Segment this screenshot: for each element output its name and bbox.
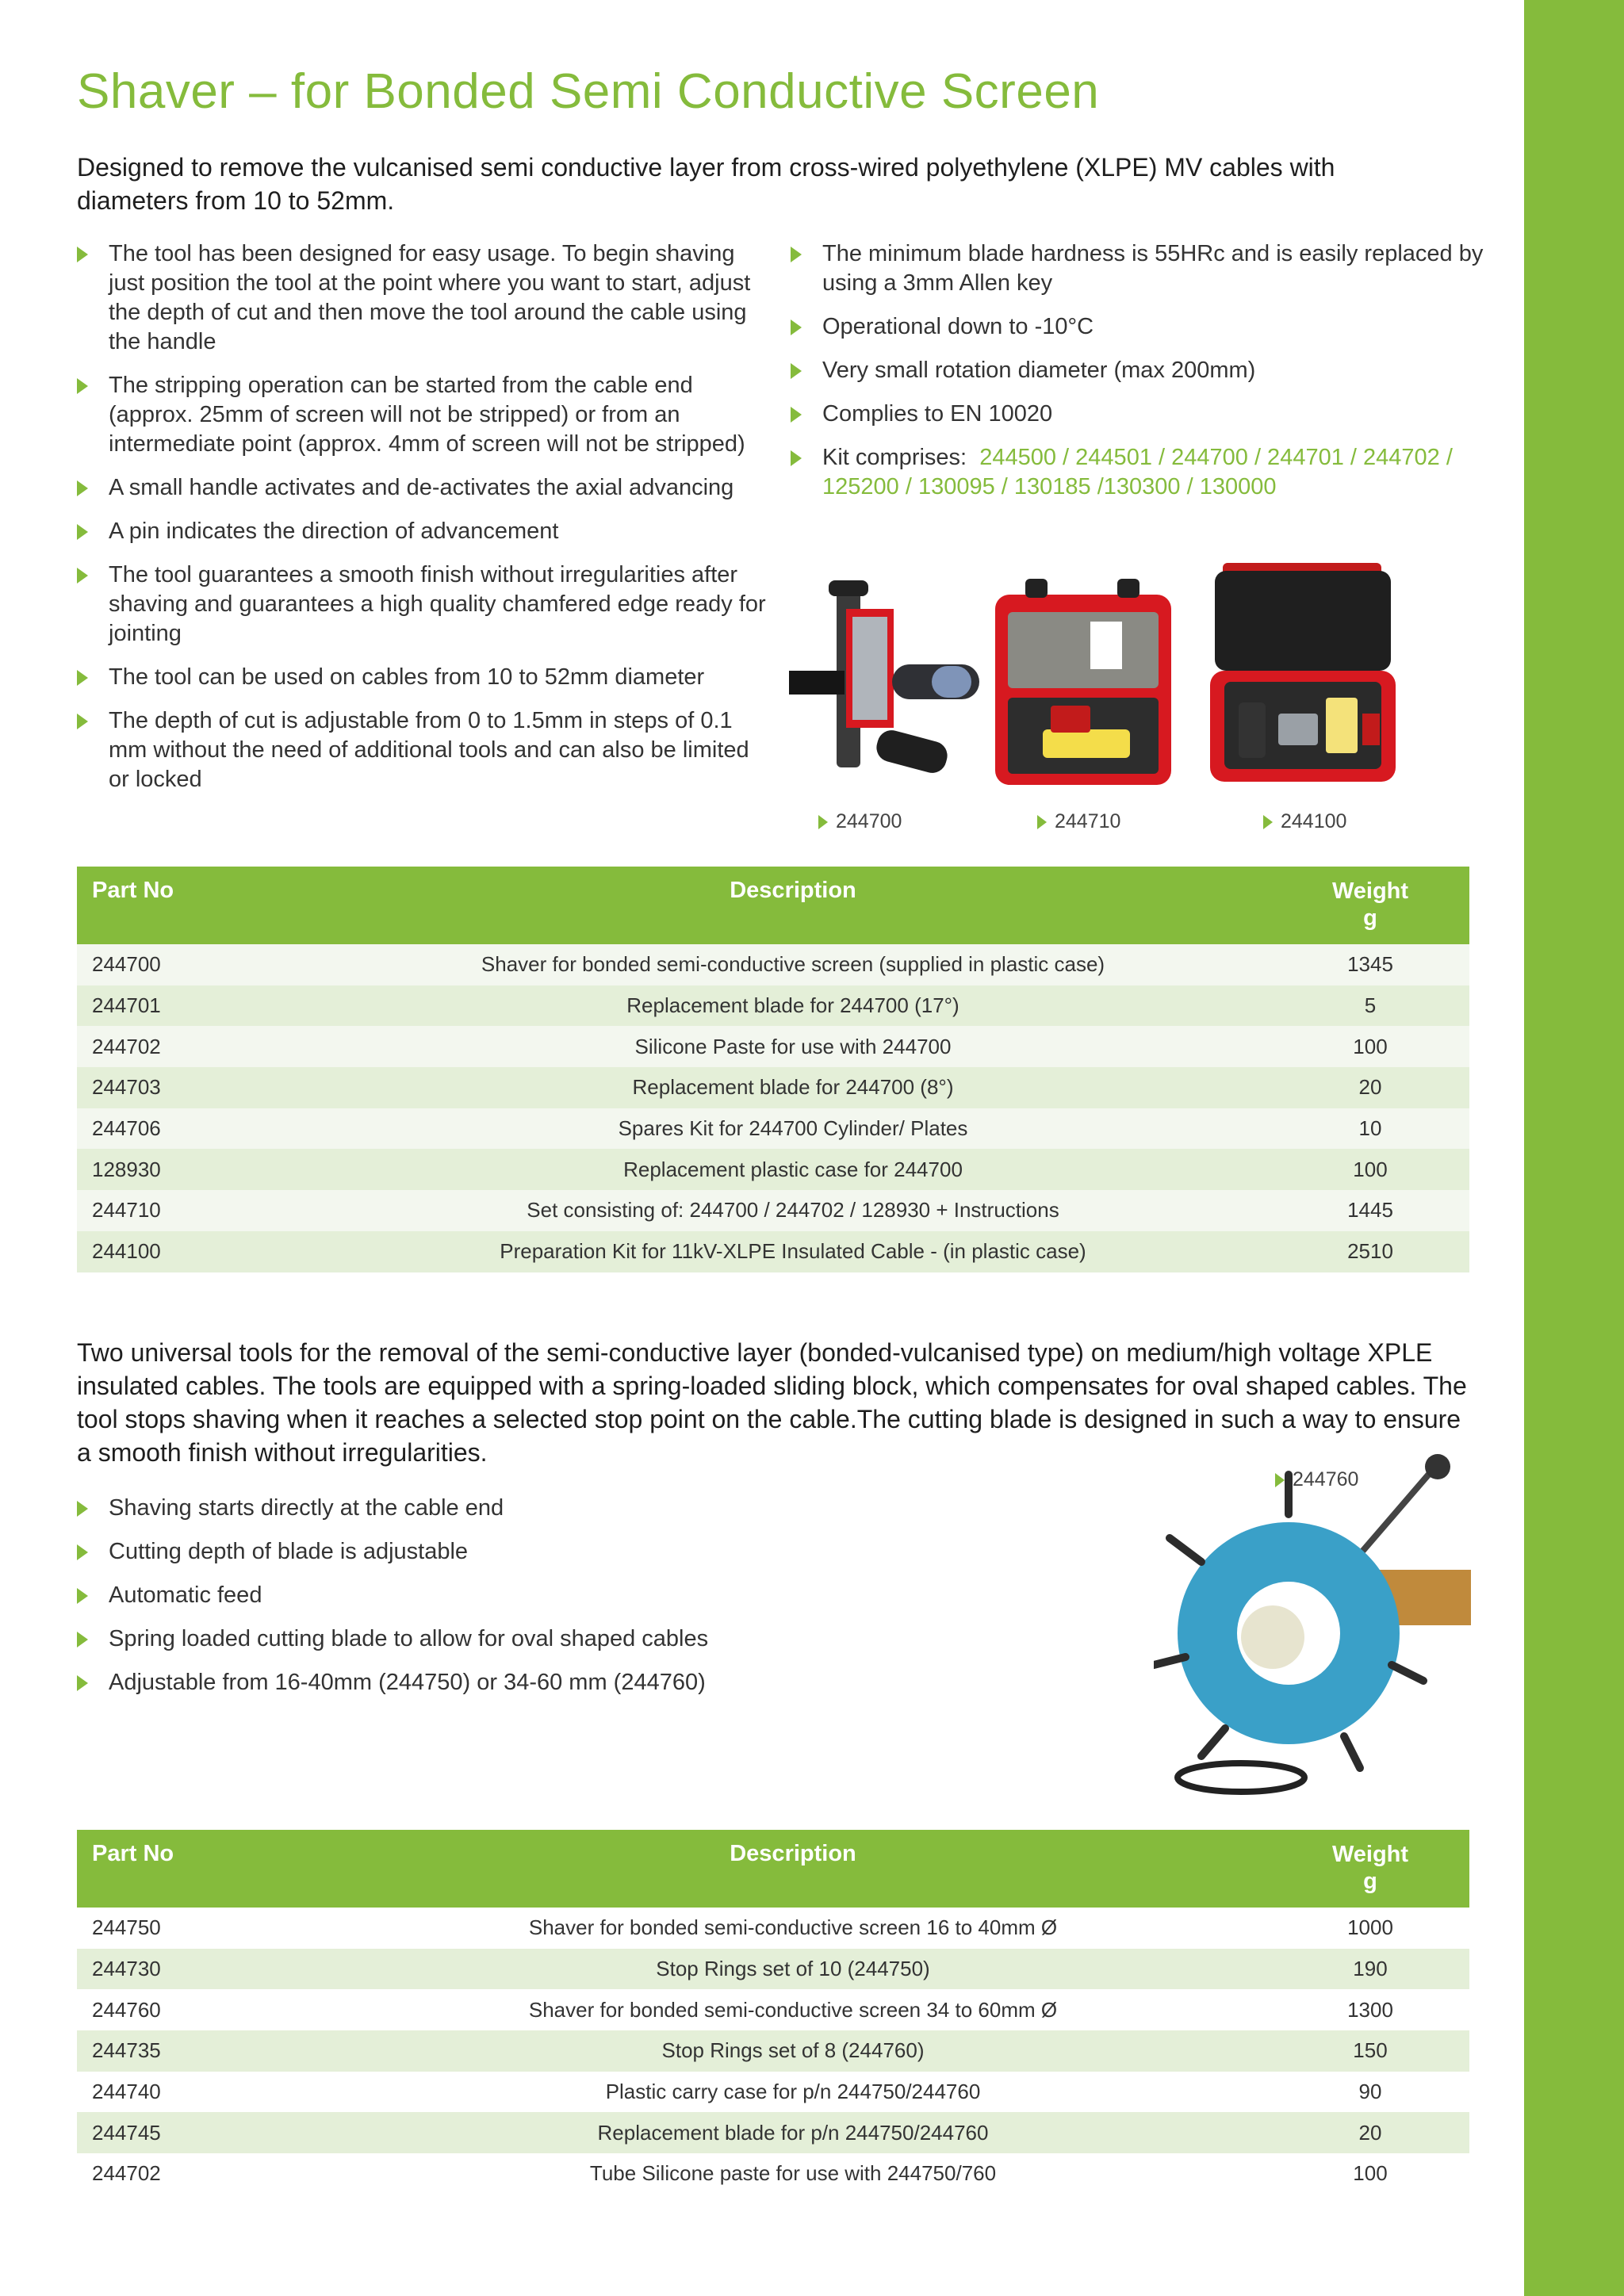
features-list-lower bbox=[77, 1494, 1124, 1712]
features-list-left bbox=[77, 239, 767, 809]
table-row: 244745 Replacement blade for p/n 244750/244760 20 bbox=[77, 2112, 1469, 2153]
feature-item: Operational down to -10°C bbox=[791, 312, 1488, 342]
feature-item: A small handle activates and de-activates the axial advancing bbox=[77, 473, 767, 503]
bullet-arrow-icon bbox=[791, 363, 802, 379]
table-row: 244730 Stop Rings set of 10 (244750) 190 bbox=[77, 1949, 1469, 1990]
caption-arrow-icon bbox=[1037, 815, 1047, 829]
header-part-no: Part No bbox=[77, 867, 315, 944]
feature-item: The depth of cut is adjustable from 0 to 1.5mm in steps of 0.1 mm without the need of additional tools and can also be limited or locked bbox=[77, 706, 767, 794]
table-row: 244735 Stop Rings set of 8 (244760) 150 bbox=[77, 2030, 1469, 2072]
green-side-bar bbox=[1524, 0, 1624, 2296]
intro-paragraph: Designed to remove the vulcanised semi conductive layer from cross-wired polyethylene (XLPE) MV cables with diameters from 10 to 52mm. bbox=[77, 153, 1335, 215]
feature-item: A pin indicates the direction of advancement bbox=[77, 517, 767, 546]
caption-arrow-icon bbox=[818, 815, 828, 829]
bullet-arrow-icon bbox=[77, 378, 88, 394]
header-description: Description bbox=[315, 1830, 1271, 1908]
table-row: 244740 Plastic carry case for p/n 244750/244760 90 bbox=[77, 2072, 1469, 2113]
table-row: 244702 Silicone Paste for use with 244700 100 bbox=[77, 1026, 1469, 1067]
shaver-tool-photo bbox=[789, 577, 979, 791]
universal-tools-paragraph: Two universal tools for the removal of the semi-conductive layer (bonded-vulcanised type) on medium/high voltage XPLE insulated cables. The tools are equipped with a spring-loaded sliding block, which compensates for oval shaped cables. The tool stops shaving when it reaches a selected stop point on the cable.The cutting blade is designed in such a way to ensure a smooth finish without irregularities. bbox=[77, 1338, 1467, 1467]
table-header-row bbox=[77, 1830, 1469, 1908]
header-description: Description bbox=[315, 867, 1271, 944]
bullet-arrow-icon bbox=[791, 407, 802, 423]
bullet-arrow-icon bbox=[791, 450, 802, 466]
bullet-arrow-icon bbox=[77, 1632, 88, 1647]
bullet-arrow-icon bbox=[791, 320, 802, 335]
bullet-arrow-icon bbox=[791, 247, 802, 262]
feature-item: Very small rotation diameter (max 200mm) bbox=[791, 356, 1488, 385]
bullet-arrow-icon bbox=[77, 714, 88, 729]
set-in-case-photo bbox=[987, 579, 1178, 793]
kit-part-numbers: 244500 / 244501 / 244700 / 244701 / 244702 / 125200 / 130095 / 130185 /130300 / 130000 bbox=[822, 445, 1453, 499]
header-part-no: Part No bbox=[77, 1830, 315, 1908]
feature-item: Complies to EN 10020 bbox=[791, 400, 1488, 429]
table-header-row bbox=[77, 867, 1469, 944]
header-weight: Weight g bbox=[1271, 1830, 1469, 1908]
bullet-arrow-icon bbox=[77, 480, 88, 496]
feature-item: Shaving starts directly at the cable end bbox=[77, 1494, 1124, 1523]
bullet-arrow-icon bbox=[77, 247, 88, 262]
page-title: Shaver – for Bonded Semi Conductive Screen bbox=[77, 64, 1100, 119]
table-row: 128930 Replacement plastic case for 244700 100 bbox=[77, 1149, 1469, 1190]
feature-item: The minimum blade hardness is 55HRc and is easily replaced by using a 3mm Allen key bbox=[791, 239, 1488, 298]
bullet-arrow-icon bbox=[77, 1501, 88, 1517]
caption-244710: 244710 bbox=[1037, 810, 1120, 833]
table-row: 244710 Set consisting of: 244700 / 244702 / 128930 + Instructions 1445 bbox=[77, 1190, 1469, 1231]
features-list-right bbox=[791, 239, 1488, 516]
table-row: 244100 Preparation Kit for 11kV-XLPE Insulated Cable - (in plastic case) 2510 bbox=[77, 1231, 1469, 1272]
bullet-arrow-icon bbox=[77, 1588, 88, 1604]
caption-arrow-icon bbox=[1263, 815, 1273, 829]
feature-item: The tool can be used on cables from 10 to 52mm diameter bbox=[77, 663, 767, 692]
table-row: 244702 Tube Silicone paste for use with 244750/760 100 bbox=[77, 2153, 1469, 2195]
caption-244760: 244760 bbox=[1275, 1468, 1358, 1491]
kit-comprises-item bbox=[791, 443, 1488, 502]
feature-item: The tool has been designed for easy usage. To begin shaving just position the tool at the point where you want to start, adjust the depth of cut and then move the tool around the cable using the handle bbox=[77, 239, 767, 357]
bullet-arrow-icon bbox=[77, 524, 88, 540]
kit-label: Kit comprises: bbox=[822, 445, 967, 470]
feature-item: Cutting depth of blade is adjustable bbox=[77, 1537, 1124, 1567]
table-row: 244706 Spares Kit for 244700 Cylinder/ Plates 10 bbox=[77, 1108, 1469, 1150]
preparation-kit-photo bbox=[1207, 547, 1413, 793]
feature-item: Adjustable from 16-40mm (244750) or 34-60 mm (244760) bbox=[77, 1668, 1124, 1697]
universal-shaver-photo bbox=[1154, 1451, 1471, 1800]
header-weight: Weight g bbox=[1271, 867, 1469, 944]
table-row: 244760 Shaver for bonded semi-conductive screen 34 to 60mm Ø 1300 bbox=[77, 1989, 1469, 2030]
bullet-arrow-icon bbox=[77, 1544, 88, 1560]
table-row: 244750 Shaver for bonded semi-conductive screen 16 to 40mm Ø 1000 bbox=[77, 1908, 1469, 1949]
table-row: 244703 Replacement blade for 244700 (8°) 20 bbox=[77, 1067, 1469, 1108]
feature-item: Automatic feed bbox=[77, 1581, 1124, 1610]
parts-table-2 bbox=[77, 1830, 1469, 2195]
bullet-arrow-icon bbox=[77, 1675, 88, 1691]
caption-244100: 244100 bbox=[1263, 810, 1346, 833]
caption-244700: 244700 bbox=[818, 810, 902, 833]
bullet-arrow-icon bbox=[77, 568, 88, 584]
feature-item: The stripping operation can be started from the cable end (approx. 25mm of screen will not be stripped) or from an intermediate point (approx. 4mm of screen will not be stripped) bbox=[77, 371, 767, 459]
bullet-arrow-icon bbox=[77, 670, 88, 686]
table-row: 244700 Shaver for bonded semi-conductive screen (supplied in plastic case) 1345 bbox=[77, 944, 1469, 985]
feature-item: The tool guarantees a smooth finish without irregularities after shaving and guarantees a high quality chamfered edge ready for jointing bbox=[77, 561, 767, 649]
parts-table-1 bbox=[77, 867, 1469, 1272]
feature-item: Spring loaded cutting blade to allow for oval shaped cables bbox=[77, 1624, 1124, 1654]
table-row: 244701 Replacement blade for 244700 (17°) 5 bbox=[77, 985, 1469, 1027]
